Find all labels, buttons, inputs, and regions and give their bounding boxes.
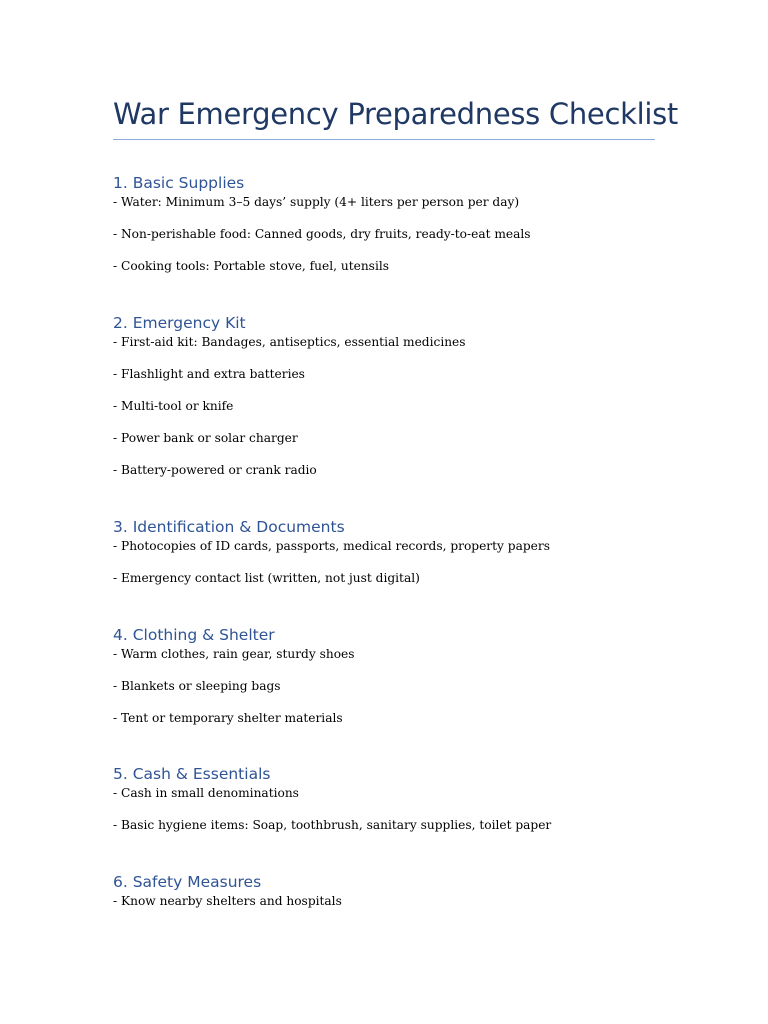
section-cash-essentials xyxy=(113,763,655,849)
list-item: - Power bank or solar charger xyxy=(113,431,298,445)
title-underline xyxy=(113,139,655,140)
section-heading: 2. Emergency Kit xyxy=(113,314,246,332)
list-item: - Water: Minimum 3–5 days’ supply (4+ liters per person per day) xyxy=(113,195,520,209)
section-emergency-kit xyxy=(113,312,655,494)
list-item: - Tent or temporary shelter materials xyxy=(113,711,343,725)
section-clothing-shelter xyxy=(113,624,655,742)
list-item: - First-aid kit: Bandages, antiseptics, essential medicines xyxy=(113,335,466,349)
list-item: - Cash in small denominations xyxy=(113,786,299,800)
list-item: - Emergency contact list (written, not just digital) xyxy=(113,571,420,585)
list-item: - Blankets or sleeping bags xyxy=(113,679,281,693)
list-item: - Cooking tools: Portable stove, fuel, utensils xyxy=(113,259,389,273)
section-heading: 1. Basic Supplies xyxy=(113,174,245,192)
list-item: - Multi-tool or knife xyxy=(113,399,234,413)
section-basic-supplies xyxy=(113,172,655,290)
list-item: - Non-perishable food: Canned goods, dry fruits, ready-to-eat meals xyxy=(113,227,531,241)
page-title: War Emergency Preparedness Checklist xyxy=(113,97,678,131)
section-heading: 4. Clothing & Shelter xyxy=(113,626,275,644)
section-heading: 3. Identification & Documents xyxy=(113,518,345,536)
list-item: - Know nearby shelters and hospitals xyxy=(113,894,342,908)
list-item: - Photocopies of ID cards, passports, medical records, property papers xyxy=(113,539,550,553)
list-item: - Basic hygiene items: Soap, toothbrush, sanitary supplies, toilet paper xyxy=(113,818,552,832)
section-heading: 6. Safety Measures xyxy=(113,873,262,891)
list-item: - Warm clothes, rain gear, sturdy shoes xyxy=(113,647,355,661)
section-safety-measures xyxy=(113,871,655,925)
section-heading: 5. Cash & Essentials xyxy=(113,765,271,783)
section-identification-documents xyxy=(113,516,655,602)
list-item: - Battery-powered or crank radio xyxy=(113,463,317,477)
list-item: - Flashlight and extra batteries xyxy=(113,367,305,381)
